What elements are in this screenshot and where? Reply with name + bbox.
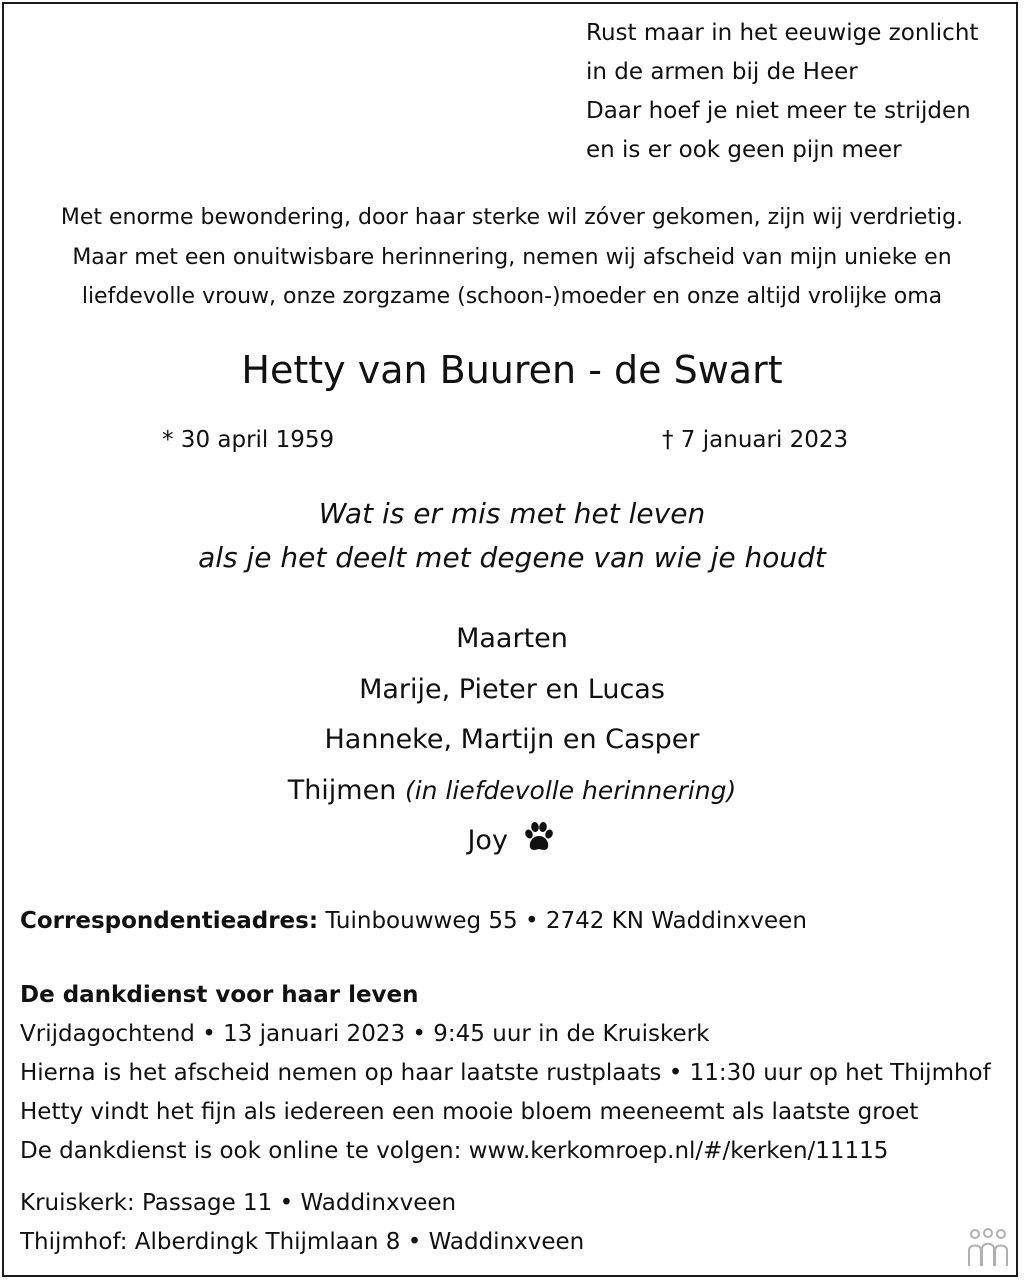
service-line: Hierna is het afscheid nemen op haar laatste rustplaats • 11:30 uur op het Thijmhof (20, 1060, 991, 1086)
people-group-logo-icon (966, 1226, 1010, 1270)
intro-line: Met enorme bewondering, door haar sterke wil zóver gekomen, zijn wij verdrietig. (60, 205, 964, 230)
quote (0, 492, 1024, 580)
pet-name: Joy (467, 825, 508, 856)
family-line: Maarten (456, 623, 568, 654)
intro-line: liefdevolle vrouw, onze zorgzame (schoon-)moeder en onze altijd vrolijke oma (81, 284, 943, 309)
death-date: † 7 januari 2023 (662, 427, 849, 453)
family-member-name: Thijmen (287, 774, 397, 806)
location-line: Thijmhof: Alberdingk Thijmlaan 8 • Waddinxveen (20, 1229, 585, 1255)
family-line (0, 766, 1024, 817)
service-line: Hetty vindt het fijn als iedereen een mooie bloem meeneemt als laatste groet (20, 1099, 919, 1125)
locations (20, 1184, 584, 1262)
paw-print-icon (521, 818, 557, 854)
correspondence-label: Correspondentieadres: (20, 908, 319, 934)
service-heading: De dankdienst voor haar leven (20, 982, 419, 1008)
family-line: Hanneke, Martijn en Casper (324, 724, 700, 755)
family-line: Marije, Pieter en Lucas (359, 673, 665, 705)
poem-line: Rust maar in het eeuwige zonlicht (586, 20, 979, 46)
quote-line: Wat is er mis met het leven (318, 497, 706, 530)
family-line (0, 816, 1024, 867)
intro-text (0, 198, 1024, 317)
poem-line: en is er ook geen pijn meer (586, 137, 902, 163)
poem (586, 14, 978, 170)
deceased-name: Hetty van Buuren - de Swart (241, 348, 783, 392)
quote-line: als je het deelt met degene van wie je houdt (198, 541, 826, 574)
intro-line: Maar met een onuitwisbare herinnering, nemen wij afscheid van mijn unieke en (72, 244, 952, 270)
family-list (0, 614, 1024, 867)
poem-line: in de armen bij de Heer (586, 59, 858, 85)
correspondence-value: Tuinbouwweg 55 • 2742 KN Waddinxveen (325, 908, 807, 934)
poem-line: Daar hoef je niet meer te strijden (586, 98, 971, 124)
correspondence-address (20, 903, 807, 939)
memorial-note: (in liefdevolle herinnering) (404, 775, 737, 805)
service-line: Vrijdagochtend • 13 januari 2023 • 9:45 uur in de Kruiskerk (20, 1021, 710, 1047)
service-line: De dankdienst is ook online te volgen: www.kerkomroep.nl/#/kerken/11115 (20, 1138, 889, 1164)
service-info (20, 976, 991, 1171)
location-line: Kruiskerk: Passage 11 • Waddinxveen (20, 1190, 457, 1216)
birth-date: * 30 april 1959 (162, 427, 335, 453)
